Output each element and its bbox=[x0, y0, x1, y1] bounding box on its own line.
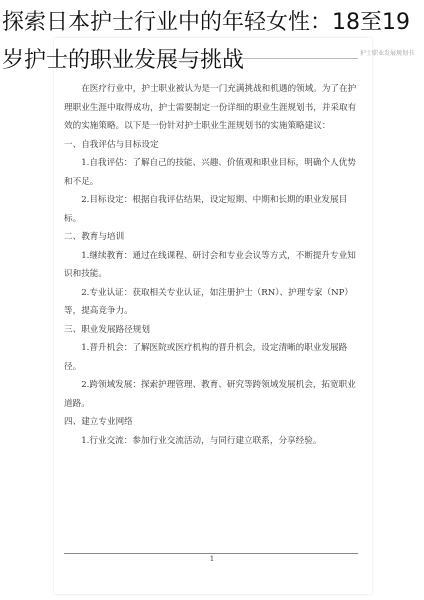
page-number: 1 bbox=[209, 555, 215, 563]
paragraph: 2.专业认证：获取相关专业认证，如注册护士（RN）、护理专家（NP）等，提高竞争力。 bbox=[64, 287, 354, 316]
paragraph: 2.目标设定：根据自我评估结果，设定短期、中期和长期的职业发展目标。 bbox=[64, 195, 348, 224]
paragraph: 1.行业交流：参加行业交流活动，与同行建立联系，分享经验。 bbox=[81, 435, 322, 446]
section-heading: 三、职业发展路径规划 bbox=[64, 324, 150, 335]
paragraph: 在医疗行业中，护士职业被认为是一门充满挑战和机遇的领域。为了在护理职业生涯中取得成功，护士需要制定一份详细的职业生涯规划书，并采取有效的实施策略。以下是一份针对护士职业生涯规划书的实施策略建议： bbox=[64, 84, 357, 131]
paragraph: 1.晋升机会：了解医院或医疗机构的晋升机会，设定清晰的职业发展路径。 bbox=[64, 343, 348, 372]
paragraph: 1.自我评估：了解自己的技能、兴趣、价值观和职业目标，明确个人优势和不足。 bbox=[64, 158, 356, 187]
document-body bbox=[64, 80, 360, 450]
header-note: 护士职业发展规划书 bbox=[359, 50, 414, 57]
footer-divider bbox=[64, 553, 358, 554]
section-heading: 二、教育与培训 bbox=[64, 232, 125, 242]
section-heading: 一、自我评估与目标设定 bbox=[64, 139, 159, 150]
section-heading: 四、建立专业网络 bbox=[64, 417, 133, 427]
paragraph: 1.继续教育：通过在线课程、研讨会和专业会议等方式，不断提升专业知识和技能。 bbox=[64, 250, 356, 279]
paragraph: 2.跨领域发展：探索护理管理、教育、研究等跨领域发展机会，拓宽职业道路。 bbox=[64, 380, 356, 409]
page-title: 探索日本护士行业中的年轻女性：18至19岁护士的职业发展与挑战 bbox=[2, 10, 410, 73]
